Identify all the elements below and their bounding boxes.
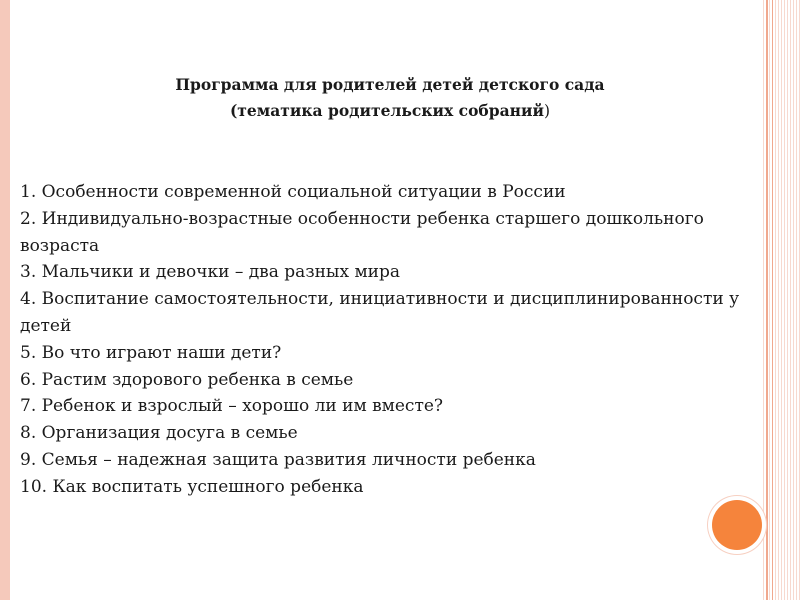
list-item: 5. Во что играют наши дети? — [20, 342, 282, 363]
slide-title — [100, 72, 680, 124]
title-line-2 — [100, 98, 680, 124]
list-item: 6. Растим здорового ребенка в семье — [20, 369, 354, 390]
right-decorative-stripes — [763, 0, 800, 600]
list-item: 9. Семья – надежная защита развития личности ребенка — [20, 449, 536, 470]
list-item: 1. Особенности современной социальной ситуации в России — [20, 182, 566, 202]
list-item: 4. Воспитание самостоятельности, инициативности и дисциплинированности у детей — [20, 289, 740, 336]
stripe-line — [772, 0, 773, 600]
list-item: 3. Мальчики и девочки – два разных мира — [20, 262, 401, 283]
list-item: 7. Ребенок и взрослый – хорошо ли им вместе? — [20, 396, 444, 417]
stripe-line — [766, 0, 768, 600]
topics-list — [20, 179, 755, 501]
title-line-2-close: ) — [544, 102, 551, 120]
list-item: 2. Индивидуально-возрастные особенности ребенка старшего дошкольного возраста — [20, 208, 704, 256]
list-item: 8. Организация досуга в семье — [20, 423, 298, 444]
orange-circle-decoration — [712, 500, 762, 550]
title-line-2-text: (тематика родительских собраний — [229, 101, 544, 120]
list-item: 10. Как воспитать успешного ребенка — [20, 476, 364, 497]
title-line-1: Программа для родителей детей детского сада — [175, 75, 605, 94]
left-decorative-bar — [0, 0, 10, 600]
